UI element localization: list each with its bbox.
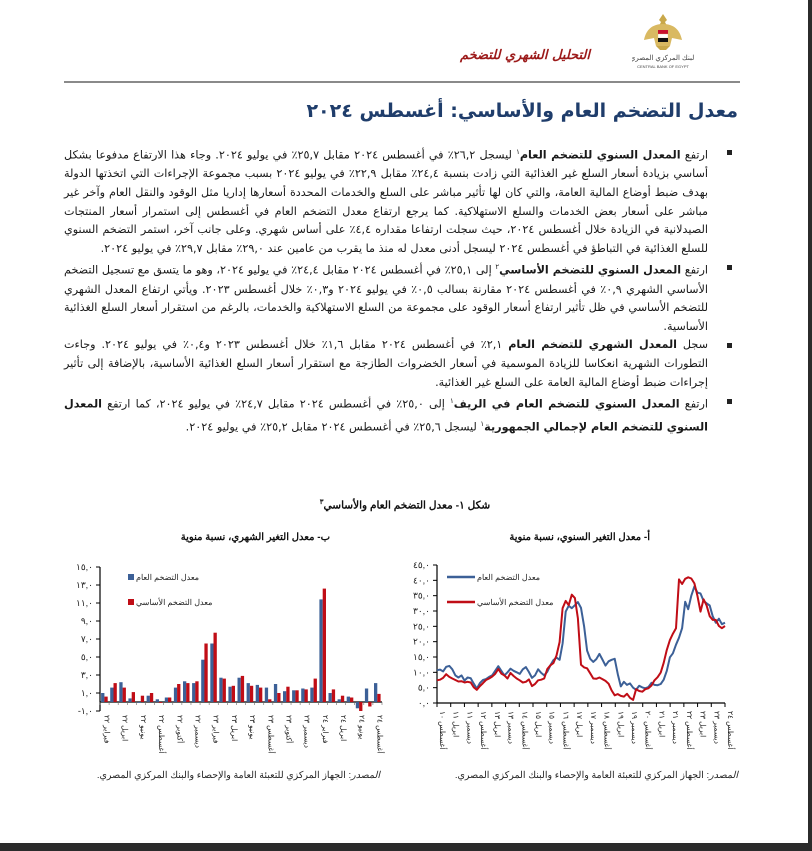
legend-swatch: [128, 599, 134, 605]
x-tick-label: ديسمبر ٢٣: [302, 715, 312, 749]
bar: [147, 696, 150, 702]
bar: [259, 688, 262, 702]
x-tick-label: أغسطس ١٤: [520, 711, 530, 750]
bar: [329, 693, 332, 702]
y-tick-label: ١٣,٠: [75, 580, 93, 590]
x-tick-label: ديسمبر ٢٣: [712, 711, 722, 745]
bullet-item: ارتفع المعدل السنوي للتضخم العام في الريف$^١$ إلى ٢٥,٠٪ في أغسطس ٢٠٢٤ مقابل ٢٤,٧٪ في يوليو ٢٠٢٤، كما ارتفع المعدل السنوي للتضخم العام لإجمالي الجمهورية$^١$ ليسجل ٢٥,٦٪ في أغسطس ٢٠٢٤ مقابل ٢٥,٢٪ في يوليو ٢٠٢٤.: [64, 392, 736, 437]
bar: [268, 699, 271, 702]
x-tick-label: ابريل ١٥: [534, 711, 543, 738]
bullet-item: سجل المعدل الشهري للتضخم العام ٢,١٪ في أغسطس ٢٠٢٤ مقابل ١,٦٪ خلال أغسطس ٢٠٢٣ و٠,٤٪ في يوليو ٢٠٢٤. وجاءت التطورات الشهرية انعكاسا للزيادة الموسمية في أسعار الخضروات الطازجة مع استقرار أسعار السلع الغذائية الأساسية، بالإضافة إلى تأثير إجراءات ضبط أوضاع المالية العامة على السلع غير الغذائية.: [64, 336, 736, 392]
x-tick-label: ديسمبر ١٧: [588, 711, 598, 745]
svg-text:CENTRAL BANK OF EGYPT: CENTRAL BANK OF EGYPT: [637, 64, 689, 69]
x-tick-label: ديسمبر ١٥: [547, 711, 557, 745]
svg-text:البنك المركزي المصري: البنك المركزي المصري: [632, 55, 694, 62]
x-tick-label: ابريل ١٣: [492, 711, 502, 738]
bar: [310, 688, 313, 702]
bar: [204, 644, 207, 703]
x-tick-label: ديسمبر ٢١: [671, 711, 681, 745]
legend-label: معدل التضخم العام: [477, 573, 541, 582]
bar: [168, 698, 171, 703]
x-tick-label: أكتوبر ٢٢: [175, 715, 185, 744]
x-tick-label: أغسطس ١٢: [479, 711, 489, 750]
x-tick-label: ابريل ١١: [451, 711, 461, 738]
x-tick-label: ابريل ٢٤: [339, 715, 349, 742]
bullet-list: [64, 143, 736, 437]
x-tick-label: أغسطس ٢٣: [266, 715, 276, 754]
legend-swatch: [128, 574, 134, 580]
legend-label: معدل التضخم الأساسي: [136, 598, 213, 607]
x-tick-label: ابريل ١٧: [575, 711, 585, 738]
bar: [165, 698, 168, 703]
bar: [323, 589, 326, 702]
y-tick-label: ٣,٠: [80, 670, 93, 680]
x-tick-label: فبراير ٢٣: [211, 715, 221, 744]
y-tick-label: ١,٠: [80, 688, 93, 698]
bar: [128, 698, 131, 702]
bar: [110, 688, 113, 702]
bullet-square-icon: [727, 399, 732, 404]
bar: [286, 687, 289, 702]
bar: [150, 693, 153, 702]
y-tick-label: ٤٠,٠: [412, 575, 430, 586]
bar: [174, 688, 177, 702]
bar: [132, 692, 135, 702]
x-tick-label: فبراير ٢٢: [102, 715, 112, 744]
bar: [314, 679, 317, 702]
x-tick-label: أغسطس ٢٤: [375, 715, 385, 754]
bar: [332, 689, 335, 702]
x-tick-label: أغسطس ١٦: [561, 711, 571, 750]
x-tick-label: أغسطس ١٨: [602, 711, 612, 750]
bar: [195, 681, 198, 702]
source-note-b: المصدر: الجهاز المركزي للتعبئة العامة والإحصاء والبنك المركزي المصري.: [96, 770, 380, 781]
bar: [223, 679, 226, 702]
bar: [359, 702, 362, 711]
y-tick-label: ٥,٠: [417, 682, 430, 693]
y-tick-label: ١٥,٠: [412, 652, 430, 662]
bullet-square-icon: [727, 343, 732, 348]
y-tick-label: ١٠,٠: [412, 667, 430, 678]
x-tick-label: ديسمبر ١١: [465, 711, 475, 745]
bar: [114, 683, 117, 702]
y-tick-label: ٠,٠: [417, 698, 430, 708]
bar: [374, 683, 377, 702]
x-tick-label: فبراير ٢٤: [320, 715, 330, 744]
bar: [101, 693, 104, 702]
bullet-item: ارتفع المعدل السنوي للتضخم الأساسي$^٢$ إلى ٢٥,١٪ في أغسطس ٢٠٢٤ مقابل ٢٤,٤٪ في يوليو ٢٠٢٤، وهو ما يتسق مع تسجيل التضخم الأساسي الشهري ٠,٩٪ في أغسطس ٢٠٢٤ مقارنة بسالب ٠,٥٪ في يوليو ٢٠٢٤ و٠,٣٪ خلال أغسطس ٢٠٢٣. ويأتي ارتفاع المعدل الشهري للتضخم الأساسي في ظل تأثير ارتفاع أسعار الوقود على مجموعة من السلع الاستهلاكية والخدمات، بالرغم من استقرار أسعار السلع الغذائية الأساسية.: [64, 258, 736, 336]
page-title: معدل التضخم العام والأساسي: أغسطس ٢٠٢٤: [306, 100, 738, 122]
y-tick-label: ٣٠,٠: [412, 606, 430, 616]
x-tick-label: ابريل ٢٣: [229, 715, 239, 742]
x-tick-label: يونيو ٢٤: [357, 715, 367, 740]
panel-a-title: أ- معدل التغير السنوي، نسبة منوية: [509, 532, 650, 543]
x-tick-label: أغسطس ٢٠: [643, 711, 653, 750]
x-tick-label: أغسطس ٢٢: [684, 711, 694, 750]
bar: [256, 685, 259, 702]
bar: [141, 696, 144, 702]
source-note-a: المصدر: الجهاز المركزي للتعبئة العامة والإحصاء والبنك المركزي المصري.: [454, 770, 738, 781]
bar: [119, 682, 122, 702]
annual-inflation-line-chart: [395, 555, 740, 765]
bar: [283, 691, 286, 702]
x-tick-label: يونيو ٢٢: [138, 715, 148, 740]
bar: [228, 687, 231, 702]
bar: [338, 699, 341, 702]
legend-label: معدل التضخم الأساسي: [477, 598, 554, 607]
bar: [377, 694, 380, 702]
bar: [177, 684, 180, 702]
bar: [123, 688, 126, 702]
central-bank-logo: [632, 10, 694, 72]
x-tick-label: ديسمبر ٢٢: [193, 715, 203, 749]
bullet-item: ارتفع المعدل السنوي للتضخم العام$^١$ ليسجل ٢٦,٢٪ في أغسطس ٢٠٢٤ مقابل ٢٥,٧٪ في يوليو ٢٠٢٤. وجاء هذا الارتفاع مدفوعا بشكل أساسي بزيادة أسعار السلع غير الغذائية التي زادت بنسبة ٢٤,٤٪ مقابل ٢٢,٩٪ في يوليو ٢٠٢٤ بسبب مجموعة الإجراءات التي اتخذتها الدولة بهدف ضبط أوضاع المالية العامة، والتي كان لها تأثير مباشر على السلع والخدمات المحددة أسعارها إداريا مثل الوقود والنقل العام وآخر غير مباشر على أسعار بعض الخدمات والسلع الاستهلاكية. كما يرجع ارتفاع معدل التضخم العام في أغسطس إلى استمرار أسعار المنتجات الصيدلانية في الزيادة خلال أغسطس ٢٠٢٤، حيث سجلت ارتفاعا مقداره ٤,٤٪ على أساس شهري. وعلى جانب آخر، استمر التضخم السنوي للسلع الغذائية في التباطؤ في أغسطس ٢٠٢٤ ليسجل أدنى معدل له منذ ما يقرب من عامين عند ٢٩,٠٪ مقابل ٢٩,٧٪ في يوليو ٢٠٢٤.: [64, 143, 736, 258]
bar: [210, 644, 213, 703]
bar: [250, 686, 253, 702]
monthly-inflation-bar-chart: [60, 555, 390, 765]
y-tick-label: ٣٥,٠: [412, 590, 430, 601]
bar: [292, 690, 295, 702]
bar: [156, 699, 159, 702]
y-tick-label: ٤٥,٠: [412, 560, 430, 570]
bar: [265, 688, 268, 702]
y-tick-label: ٢٥,٠: [412, 621, 430, 632]
x-tick-label: ديسمبر ١٩: [630, 711, 639, 745]
bar: [138, 702, 141, 703]
bar: [219, 678, 222, 702]
x-tick-label: أكتوبر ٢٣: [284, 715, 294, 744]
bar: [356, 702, 359, 708]
bar: [238, 678, 241, 702]
x-tick-label: أغسطس ٢٢: [157, 715, 167, 754]
egypt-eagle-emblem-icon: [632, 10, 694, 72]
x-tick-label: ابريل ١٩: [616, 711, 626, 738]
y-tick-label: ٢٠,٠: [412, 636, 430, 647]
bar: [201, 660, 204, 702]
x-tick-label: ابريل ٢١: [657, 711, 667, 738]
x-tick-label: ابريل ٢٢: [120, 715, 130, 742]
bar: [159, 702, 162, 703]
legend-label: معدل التضخم العام: [136, 573, 200, 582]
x-tick-label: يونيو ٢٣: [248, 715, 258, 740]
bar: [277, 693, 280, 702]
bar: [214, 633, 217, 702]
figure-title: شكل ١- معدل التضخم العام والأساسي$^٣$: [319, 499, 491, 512]
bar: [301, 689, 304, 703]
y-tick-label: ٧,٠: [80, 634, 93, 644]
bar: [186, 683, 189, 702]
bar: [241, 676, 244, 702]
bar: [368, 702, 371, 707]
y-tick-label: ٩,٠: [80, 616, 93, 626]
y-tick-label: ٥,٠: [80, 652, 93, 662]
bullet-square-icon: [727, 150, 732, 155]
panel-b-title: ب- معدل التغير الشهري، نسبة منوية: [180, 532, 330, 543]
x-tick-label: أغسطس ١٠: [438, 711, 447, 750]
bar: [192, 683, 195, 702]
bar: [350, 698, 353, 703]
x-tick-label: أغسطس ٢٤: [726, 711, 735, 750]
bar: [295, 690, 298, 702]
x-tick-label: ديسمبر ١٣: [506, 711, 516, 745]
bar: [183, 681, 186, 702]
header-divider: [64, 81, 740, 83]
bar: [305, 689, 308, 702]
y-tick-label: -١,٠: [77, 706, 93, 716]
bar: [104, 697, 107, 702]
bar: [341, 696, 344, 702]
bar: [232, 686, 235, 702]
bullet-square-icon: [727, 265, 732, 270]
bar: [247, 683, 250, 702]
bar: [347, 697, 350, 702]
report-name: التحليل الشهري للتضخم: [459, 48, 590, 63]
bar: [274, 684, 277, 702]
y-tick-label: ١٥,٠: [75, 562, 93, 572]
x-tick-label: ابريل ٢٣: [698, 711, 708, 738]
y-tick-label: ١١,٠: [75, 598, 93, 608]
bar: [319, 599, 322, 702]
bar: [365, 689, 368, 703]
